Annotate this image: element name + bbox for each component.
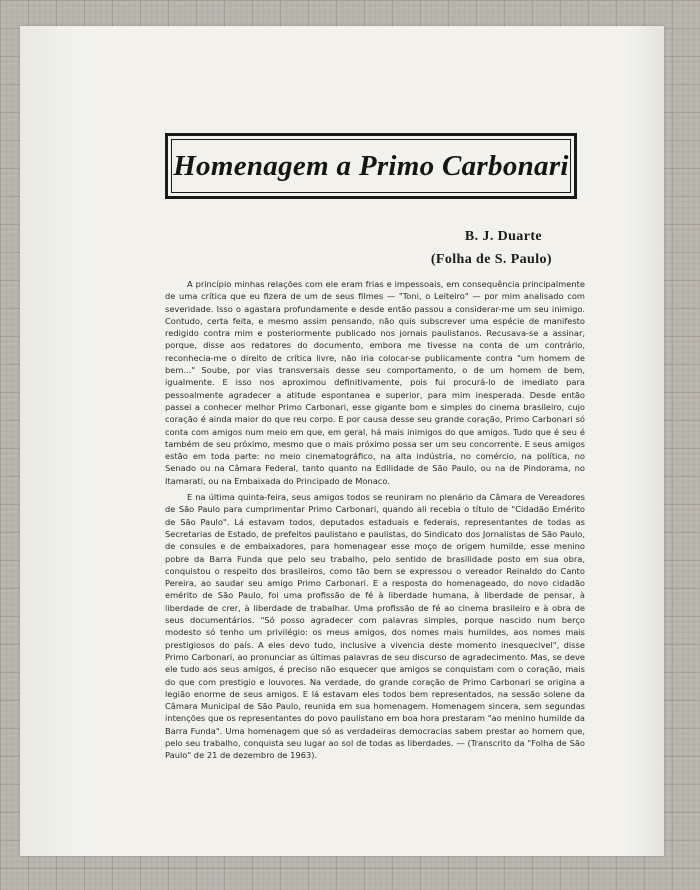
- title-frame: [165, 133, 577, 199]
- article-author: B. J. Duarte: [464, 229, 542, 244]
- article-paragraph: A princípio minhas relações com ele eram frias e impessoais, em consequência principalmente de uma crítica que eu fizera de um de seus filmes — "Toni, o Leiteiro" — por mim analisado com severidade. Isso o agastara profundamente e desde então passou a considerar-me um seu inimigo. Contudo, certa feita, e mesmo assim pensando, não quis subscrever uma espécie de manifesto redigido contra mim e posteriormente publicado nos jornais paulistanos. Recusava-se a assinar, porque, disse aos redatores do documento, embora me tivesse na conta de um contrário, reconhecia-me o direito de crítica livre, não iria colocar-se publicamente contra "um homem de bem..." Soube, por vias transversais desse seu comportamento, o de um homem de bem, igualmente. E isso nos aproximou definitivamente, pois fui procurá-lo de imediato para pessoalmente agradecer a atitude espontanea e superior, para mim inesperada. Desde então passei a conhecer melhor Primo Carbonari, esse gigante bom e simples do cinema brasileiro, cujo coração é ainda maior do que reu corpo. E por causa desse seu grande coração, Primo Carbonari só conta com amigos num meio em que, em geral, há mais inimigos do que amigos. Tudo que é seu é também de seu próximo, mesmo que o mais próximo possa ser um seu concorrente. E seus amigos estão em toda parte: no meio cinematográfico, na alta indústria, no comércio, na política, no Senado ou na Câmara Federal, tanto quanto na Edilidade de São Paulo, ou na de Pindorama, no Itamarati, ou na Embaixada do Principado de Monaco.: [165, 279, 585, 486]
- article-paragraph: E na última quinta-feira, seus amigos todos se reuniram no plenário da Câmara de Vereadores de São Paulo para cumprimentar Primo Carbonari, quando ali recebia o título de "Cidadão Emérito de São Paulo". Lá estavam todos, deputados estaduais e federais, representantes de todas as Secretarias de Estado, de prefeitos paulistano e paulistas, do Sindicato dos Jornalistas de São Paulo, de consules e de embaixadores, para homenagear esse moço de origem humilde, esse menino pobre da Barra Funda que pelo seu trabalho, pelo sentido de brasilidade posto em sua obra, conquistou o respeito dos brasileiros, como tão bem se expressou o vereador Reinaldo do Canto Pereira, ao saudar seu amigo Primo Carbonari. E a resposta do homenageado, do novo cidadão emérito de São Paulo, foi uma profissão de fé à liberdade humana, à liberdade de pensar, à liberdade de crer, à liberdade de trabalhar. Uma profissão de fé ao cinema brasileiro e à obra de seus documentários. "Só posso agradecer com palavras simples, porque nascido num berço modesto só tenho um privilégio: os meus amigos, dos nomes mais humildes, aos nomes mais prestigiosos do país. A eles devo tudo, inclusive a vivencia deste momento inesquecivel", disse Primo Carbonari, ao pronunciar as últimas palavras de seu discurso de agradecimento. Mas, se deve ele tudo aos seus amigos, é preciso não esquecer que amigos se conquistam com o coração, mais do que com prestigio e louvores. Na verdade, do grande coração de Primo Carbonari se origina a legião enorme de seus amigos. E lá estavam eles todos bem representados, na sessão solene da Câmara Municipal de São Paulo, reunida em sua homenagem. Homenagem sincera, sem segundas intenções que os representantes do povo paulistano em boa hora prestaram "ao menino humilde da Barra Funda". Uma homenagem que só as verdadeiras democracias sabem prestar ao homem que, pelo seu trabalho, conquista seu lugar ao sol de todas as liberdades. — (Transcrito da "Folha de São Paulo" de 21 de dezembro de 1963).: [165, 492, 585, 761]
- article-body: [165, 278, 585, 766]
- article-title: Homenagem a Primo Carbonari: [173, 149, 569, 182]
- title-frame-inner: [171, 139, 571, 193]
- document-page: [20, 26, 664, 856]
- scan-shadow-right: [624, 26, 664, 856]
- article-source: (Folha de S. Paulo): [430, 252, 552, 267]
- scan-shadow-left: [20, 26, 90, 856]
